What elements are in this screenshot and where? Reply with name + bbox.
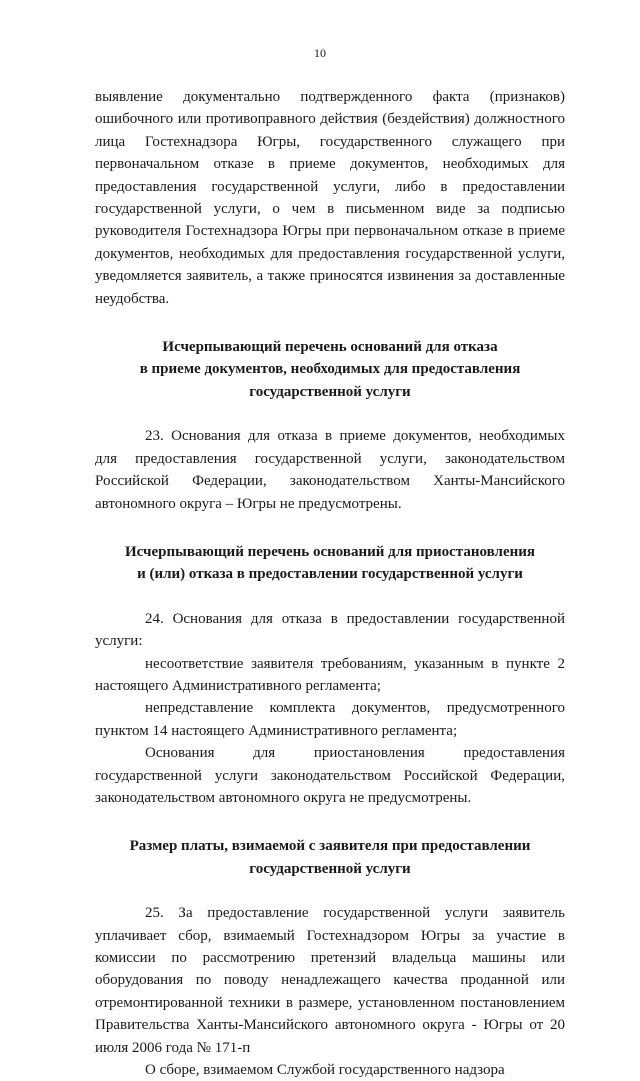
heading-line: и (или) отказа в предоставлении государственной услуги [137,566,523,583]
heading-line: Размер платы, взимаемой с заявителя при предоставлении [129,838,531,855]
heading-line: Исчерпывающий перечень оснований для отказа [162,339,498,356]
heading-refusal-acceptance [95,336,565,403]
page-bottom-edge [0,895,640,905]
heading-line: государственной услуги [249,383,411,400]
paragraph-24-item: непредставление комплекта документов, предусмотренного пунктом 14 настоящего Административного регламента; [95,700,565,739]
paragraph-24: 24. Основания для отказа в предоставлении государственной услуги: [95,610,565,650]
paragraph-24-item: несоответствие заявителя требованиям, указанным в пункте 2 настоящего Административного регламента; [95,655,565,694]
page-number: 10 [314,46,326,60]
heading-suspension-refusal [95,541,565,586]
paragraph-25: 25. За предоставление государственной услуги заявитель уплачивает сбор, взимаемый Гостехнадзором Югры за участие в комиссии по рассмотрению претензий владельца машины или оборудования по поводу ненадлежащего качества проданной или отремонтированной техники в размере, установленном постановлением Правительства Ханты-Мансийского автономного округа - Югры от 20 июля 2006 года № 171-п [95,905,565,1056]
paragraph-24-suspension: Основания для приостановления предоставления государственной услуги законодательством Российской Федерации, законодательством автономного округа не предусмотрены. [95,745,565,806]
heading-fee [95,835,565,880]
heading-line: Исчерпывающий перечень оснований для приостановления [124,543,536,560]
paragraph-continuation: выявление документально подтвержденного факта (признаков) ошибочного или противоправного действия (бездействия) должностного лица Гостехнадзора Югры, государственного служащего при первоначальном отказе в приеме документов, необходимых для предоставления государственной услуги, либо в предоставлении государственной услуги, о чем в письменном виде за подписью руководителя Гостехнадзора Югры при первоначальном отказе в приеме документов, необходимых для предоставления государственной услуги, уведомляется заявитель, а также приносятся извинения за доставленные неудобства. [95,89,565,307]
heading-line: в приеме документов, необходимых для предоставления [139,361,521,378]
heading-line: государственной услуги [249,860,411,877]
paragraph-23: 23. Основания для отказа в приеме документов, необходимых для предоставления государственной услуги, законодательством Российской Федерации, законодательством Ханты-Мансийского автономного округа – Югры не предусмотрены. [95,428,565,512]
paragraph-25-cut-line: О сборе, взимаемом Службой государственного надзора [145,1062,505,1079]
document-body [95,86,565,1081]
